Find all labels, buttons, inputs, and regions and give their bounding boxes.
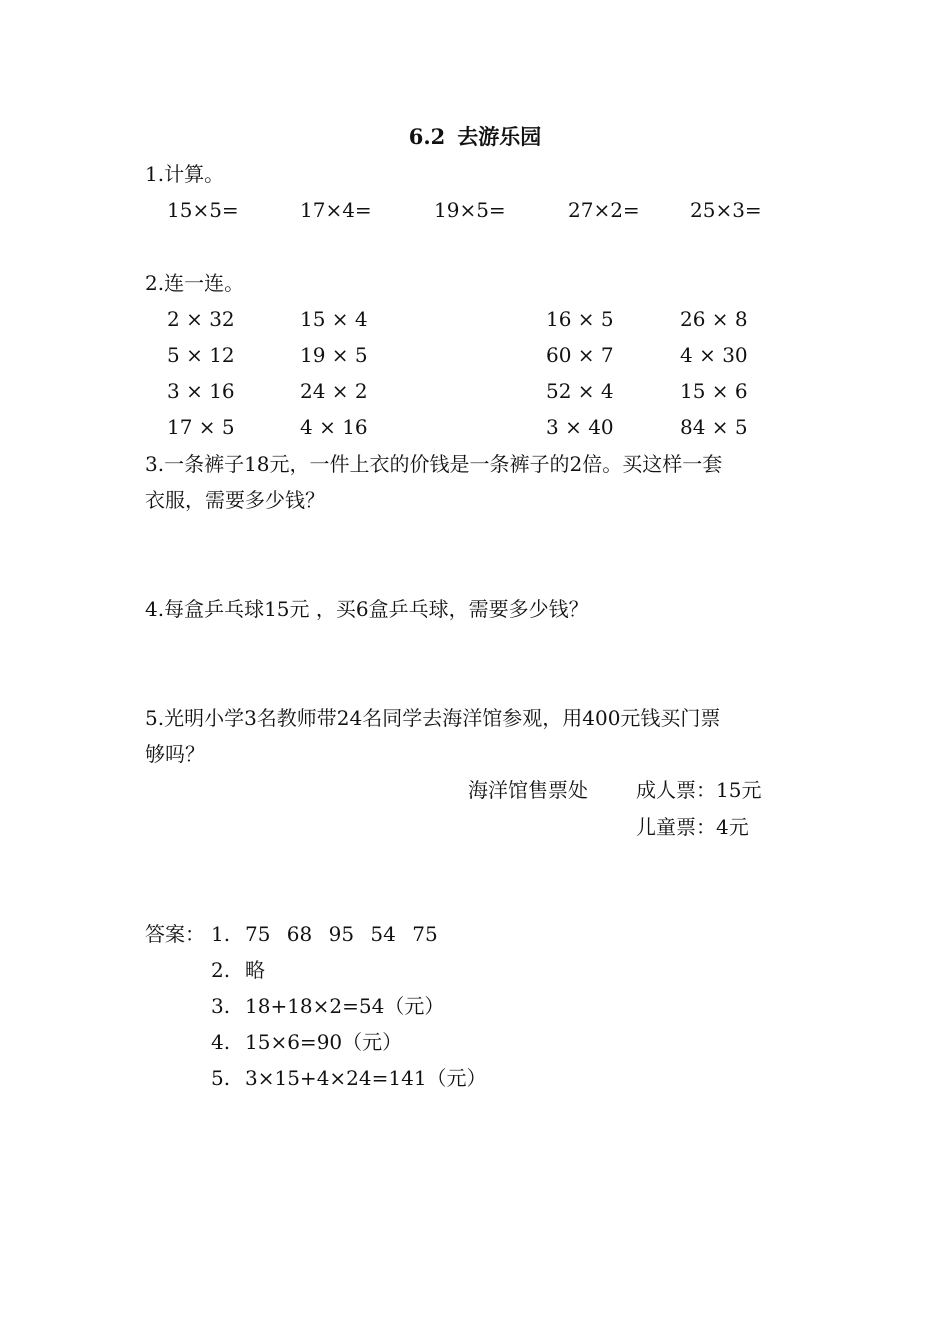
q3-text-line: 3.一条裤子18元，一件上衣的价钱是一条裤子的2倍。买这样一套 [145, 452, 723, 476]
q2-expression: 3 × 16 [167, 379, 235, 403]
page-title [0, 124, 950, 150]
answers-label: 答案： [145, 922, 205, 946]
q2-expression: 2 × 32 [167, 307, 235, 331]
q2-expression: 15 × 6 [680, 379, 748, 403]
q4-text: 4.每盒乒乓球15元 ，买6盒乒乓球，需要多少钱？ [145, 597, 589, 621]
section-number: 6.2 [408, 124, 446, 149]
q2-expression: 16 × 5 [546, 307, 614, 331]
section-title: 去游乐园 [457, 124, 542, 149]
answer-number: 3. [211, 994, 231, 1018]
q2-expression: 17 × 5 [167, 415, 235, 439]
answer-text: 略 [245, 958, 265, 982]
q2-expression: 52 × 4 [546, 379, 614, 403]
answer-number: 5. [211, 1066, 231, 1090]
q2-expression: 5 × 12 [167, 343, 235, 367]
answer-text: 3×15+4×24=141（元） [245, 1066, 487, 1090]
q2-expression: 84 × 5 [680, 415, 748, 439]
child-ticket-price: 儿童票：4元 [636, 815, 749, 839]
q5-text-line: 够吗？ [145, 742, 205, 766]
q1-item: 15×5= [167, 198, 239, 222]
q2-heading: 2.连一连。 [145, 271, 245, 295]
answer-text: 75 68 95 54 75 [245, 922, 438, 946]
answer-number: 4. [211, 1030, 231, 1054]
q2-expression: 4 × 30 [680, 343, 748, 367]
answer-text: 18+18×2=54（元） [245, 994, 445, 1018]
ticket-office-label: 海洋馆售票处 [468, 778, 588, 802]
q1-item: 17×4= [300, 198, 372, 222]
answer-text: 15×6=90（元） [245, 1030, 403, 1054]
answer-number: 1. [211, 922, 231, 946]
q2-expression: 4 × 16 [300, 415, 368, 439]
q1-item: 19×5= [434, 198, 506, 222]
q2-expression: 19 × 5 [300, 343, 368, 367]
q3-text-line: 衣服，需要多少钱？ [145, 488, 325, 512]
q1-item: 27×2= [568, 198, 640, 222]
q2-expression: 3 × 40 [546, 415, 614, 439]
q2-expression: 60 × 7 [546, 343, 614, 367]
q1-item: 25×3= [690, 198, 762, 222]
q5-text-line: 5.光明小学3名教师带24名同学去海洋馆参观，用400元钱买门票 [145, 706, 721, 730]
q2-expression: 26 × 8 [680, 307, 748, 331]
q1-heading: 1.计算。 [145, 162, 225, 186]
q2-expression: 24 × 2 [300, 379, 368, 403]
q2-expression: 15 × 4 [300, 307, 368, 331]
adult-ticket-price: 成人票：15元 [636, 778, 762, 802]
answer-number: 2. [211, 958, 231, 982]
